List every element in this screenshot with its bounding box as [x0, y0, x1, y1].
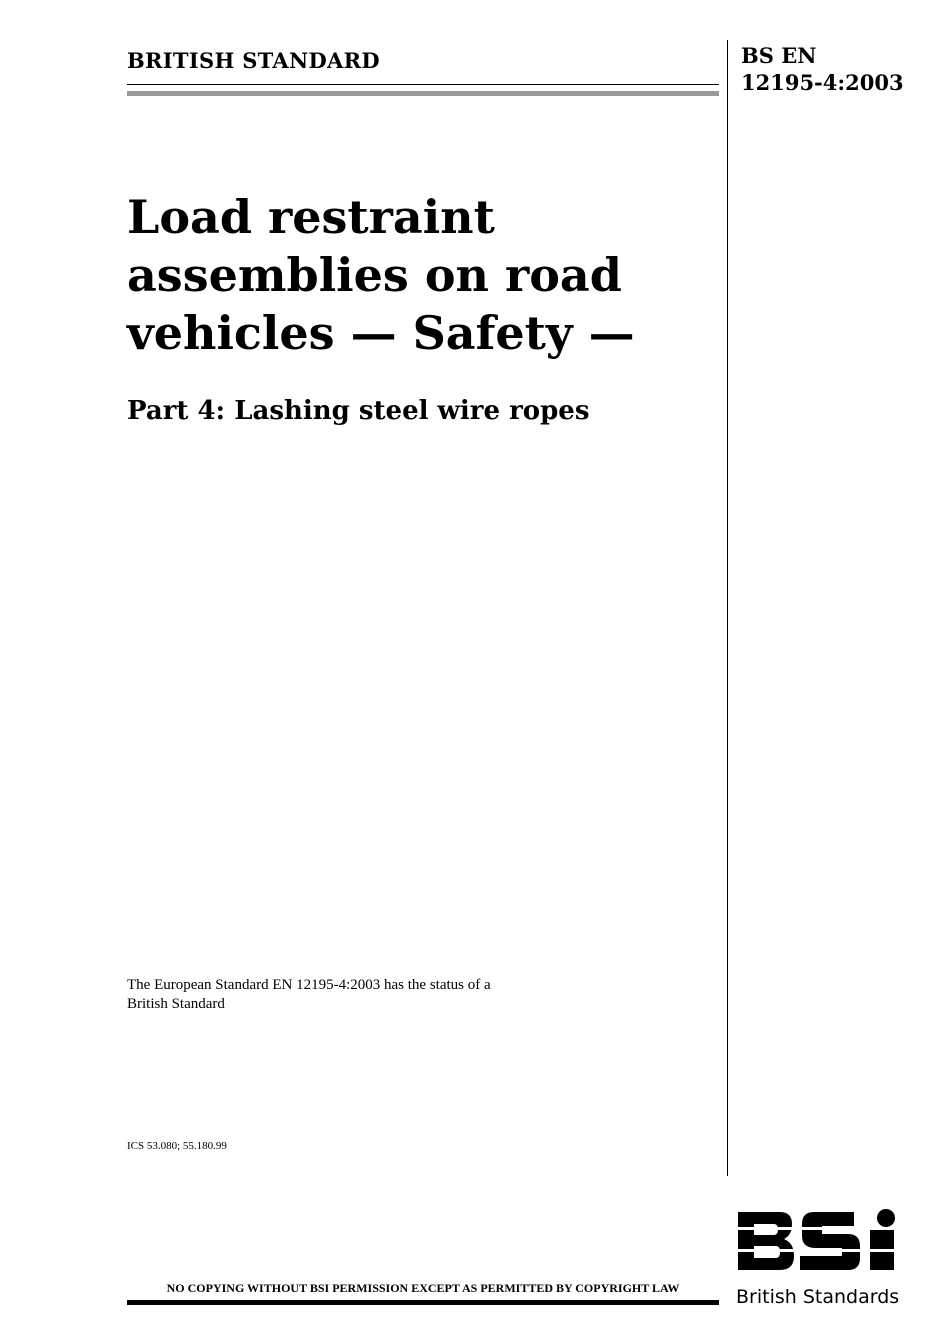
copyright-notice: NO COPYING WITHOUT BSI PERMISSION EXCEPT AS PERMITTED BY COPYRIGHT LAW [166, 1281, 680, 1295]
logo-caption: British Standards [736, 1286, 900, 1308]
header-rule-thick [127, 91, 719, 96]
header-rule-thin [127, 84, 719, 85]
title-line-1: Load restraint [127, 190, 495, 244]
standard-type-label: BRITISH STANDARD [127, 48, 380, 73]
title-line-3: vehicles — Safety — [127, 306, 635, 360]
bsi-logo-icon [736, 1208, 904, 1274]
footer-rule [127, 1300, 719, 1305]
document-number-line1: BS EN [741, 43, 817, 68]
vertical-divider [727, 40, 728, 1176]
status-note-line2: British Standard [127, 996, 225, 1012]
status-note-line1: The European Standard EN 12195-4:2003 has the status of a [127, 977, 491, 993]
document-part-title: Part 4: Lashing steel wire ropes [127, 396, 590, 426]
status-note [127, 976, 597, 1014]
document-number-line2: 12195-4:2003 [741, 70, 904, 95]
ics-code: ICS 53.080; 55.180.99 [127, 1140, 227, 1152]
document-title [127, 188, 707, 362]
title-line-2: assemblies on road [127, 248, 622, 302]
document-number [741, 42, 904, 96]
